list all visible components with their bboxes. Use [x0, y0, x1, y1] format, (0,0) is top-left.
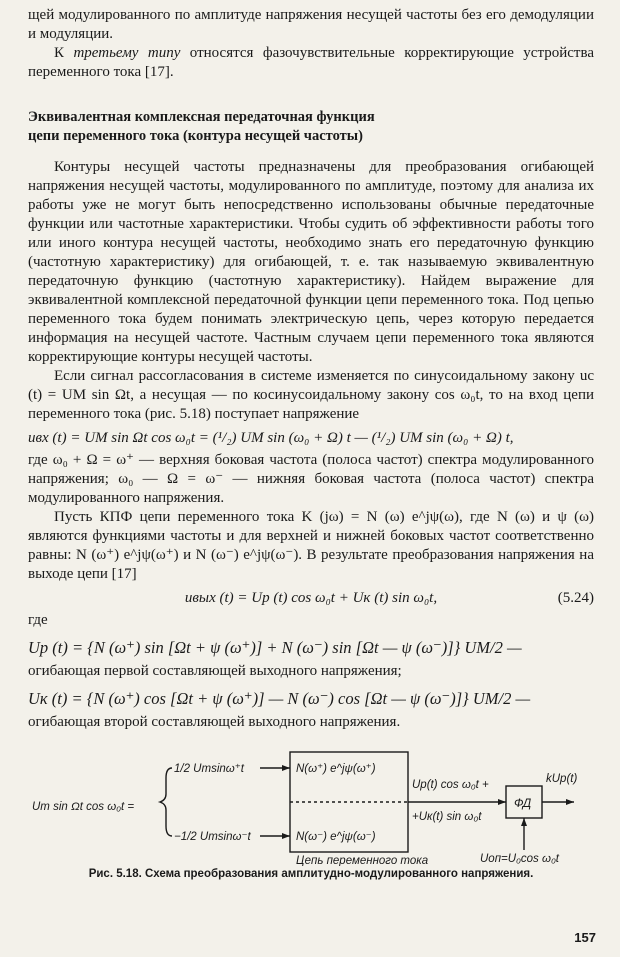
box-upper-label: N(ω⁺) e^jψ(ω⁺) — [296, 763, 376, 775]
fd-output-label: kUр(t) — [546, 773, 578, 785]
figure-5-18 — [28, 738, 594, 866]
formula-input-voltage: uвх (t) = UМ sin Ωt cos ω₀t = (¹/₂) UМ sin (ω₀ + Ω) t — (¹/₂) UМ sin (ω₀ + Ω) t, — [28, 430, 514, 446]
third-type-paragraph: К третьему типу относятся фазочувствительные корректирующие устройства переменного тока [17]. — [28, 45, 594, 80]
paragraph-carrier-contours: Контуры несущей частоты предназначены для преобразования огибающей напряжения несущей частоты, модулированного по амплитуде, поэтому для анализа их работы уже не могут быть непосредственно использованы обычные передаточные функции или частотные характеристики. Чтобы судить об эффективности работы того или иного контура несущей частоты, необходимо знать его передаточную функцию (частотную характеристику) для огибающей, т. е. так называемую эквивалентную передаточную функцию (частотную характеристику). Найдем выражение для эквивалентной комплексной передаточной функции цепи переменного тока. Под цепью переменного тока будем понимать электрическую цепь, через которую передается информация на несущей частоте. Частным случаем цепи переменного тока являются корректирующие контуры несущей частоты. — [28, 159, 594, 365]
formula-output-voltage: uвых (t) = Uр (t) cos ω₀t + Uк (t) sin ω₀t, (5.24) — [28, 587, 594, 609]
where-label: где — [28, 612, 48, 628]
box-lower-label: N(ω⁻) e^jψ(ω⁻) — [296, 831, 376, 843]
paragraph-kpf: Пусть КПФ цепи переменного тока K (jω) = N (ω) e^jψ(ω), где N (ω) и ψ (ω) являются функциями частоты и для верхней и нижней боковых частот соответственно равны: N (ω⁺) e^jψ(ω⁺) и N (ω⁻) e^jψ(ω⁻). В результате преобразования напряжения на выходе цепи [17] — [28, 509, 594, 582]
output-upper-label: Uр(t) cos ω₀t + — [412, 779, 489, 791]
formula-ur: Uр (t) = {N (ω⁺) sin [Ωt + ψ (ω⁺)] + N (ω⁻) sin [Ωt — ψ (ω⁻)]} UМ/2 — — [28, 638, 522, 657]
figure-caption: Рис. 5.18. Схема преобразования амплитудно-модулированного напряжения. — [88, 868, 534, 880]
block-diagram — [28, 738, 594, 866]
input-label: Um sin Ωt cos ω₀t = — [32, 801, 135, 813]
fd-label: ФД — [514, 796, 532, 810]
reference-label: Uоп=U₀cos ω₀t — [480, 853, 559, 865]
upper-term-label: 1/2 Umsinω⁺t — [174, 763, 244, 775]
intro-line: щей модулированного по амплитуде напряжения несущей частоты без его демодуляции и модуляции. — [28, 7, 594, 42]
desc-uk: огибающая второй составляющей выходного напряжения. — [28, 714, 401, 730]
formula-uk: Uк (t) = {N (ω⁺) cos [Ωt + ψ (ω⁺)] — N (ω⁻) cos [Ωt — ψ (ω⁻)]} UМ/2 — — [28, 689, 531, 708]
page-number: 157 — [574, 930, 596, 945]
desc-ur: огибающая первой составляющей выходного напряжения; — [28, 663, 402, 679]
paragraph-signal: Если сигнал рассогласования в системе изменяется по синусоидальному закону uс (t) = UМ sin Ωt, а несущая — по косинусоидальному закону cos ω₀t, то на вход цепи переменного тока (рис. 5.18) поступает напряжение — [28, 368, 594, 422]
page-body — [28, 6, 594, 880]
paragraph-sidebands: где ω₀ + Ω = ω⁺ — верхняя боковая частота (полоса частот) спектра модулированного напряжения; ω₀ — Ω = ω⁻ — нижняя боковая частота (полоса частот) спектра модулированного напряжения. — [28, 452, 594, 506]
output-lower-label: +Uк(t) sin ω₀t — [412, 811, 482, 823]
equation-number: (5.24) — [557, 590, 594, 606]
circuit-label: Цепь переменного тока — [296, 855, 429, 866]
section-heading: Эквивалентная комплексная передаточная функция цепи переменного тока (контура несущей частоты) — [28, 109, 375, 144]
lower-term-label: −1/2 Umsinω⁻t — [174, 831, 251, 843]
brace — [160, 768, 172, 836]
